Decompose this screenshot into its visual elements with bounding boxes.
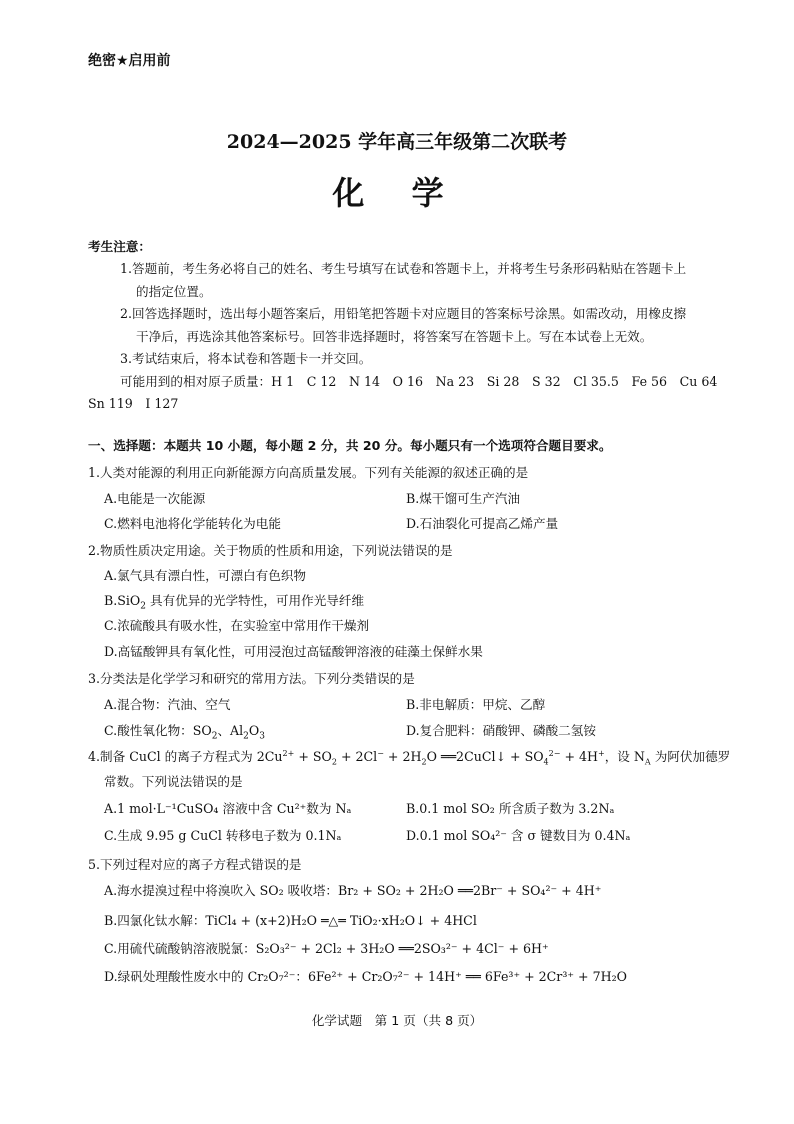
question-stem: 1.人类对能源的利用正向新能源方向高质量发展。下列有关能源的叙述正确的是 xyxy=(88,465,529,480)
stem-text: ，设 N xyxy=(604,749,645,764)
option-a: A.1 mol·L⁻¹CuSO₄ 溶液中含 Cu²⁺数为 Nₐ xyxy=(104,801,352,816)
notice-item: 2.回答选择题时，选出每小题答案后，用铅笔把答题卡对应题目的答案标号涂黑。如需改动，用橡皮擦 xyxy=(120,306,687,321)
subscript: 3 xyxy=(259,731,265,742)
secret-tag: 绝密★启用前 xyxy=(88,53,171,69)
option-d: D.绿矾处理酸性废水中的 Cr₂O₇²⁻：6Fe²⁺ + Cr₂O₇²⁻ + 14H⁺ ══ 6Fe³⁺ + 2Cr³⁺ + 7H₂O xyxy=(104,969,627,984)
option-a: A.氯气具有漂白性，可漂白有色织物 xyxy=(104,568,307,583)
subscript: 2 xyxy=(331,757,337,767)
option-a: A.海水提溴过程中将溴吹入 SO₂ 吸收塔：Br₂ + SO₂ + 2H₂O ══2Br⁻ + SO₄²⁻ + 4H⁺ xyxy=(104,883,602,898)
option-c: C.生成 9.95 g CuCl 转移电子数为 0.1Nₐ xyxy=(104,828,342,843)
option-d: D.0.1 mol SO₄²⁻ 含 σ 键数目为 0.4Nₐ xyxy=(406,828,631,843)
subscript: A xyxy=(644,757,651,767)
option-d: D.复合肥料：硝酸钾、磷酸二氢铵 xyxy=(406,723,596,738)
notice-item: 1.答题前，考生务必将自己的姓名、考生号填写在试卷和答题卡上，并将考生号条形码粘贴在答题卡上 xyxy=(120,261,687,276)
option-b: B.0.1 mol SO₂ 所含质子数为 3.2Nₐ xyxy=(406,801,615,816)
option-c: C.用硫代硫酸钠溶液脱氯：S₂O₃²⁻ + 2Cl₂ + 3H₂O ══2SO₃²⁻ + 4Cl⁻ + 6H⁺ xyxy=(104,941,549,956)
option-d: D.石油裂化可提高乙烯产量 xyxy=(406,516,559,531)
option-a: A.电能是一次能源 xyxy=(104,491,206,506)
subscript: 2 xyxy=(421,757,427,767)
exam-title: 2024—2025 学年高三年级第二次联考 xyxy=(226,131,568,153)
stem-text: + 4H xyxy=(560,749,598,764)
superscript: − xyxy=(377,748,384,758)
stem-text: 为阿伏加德罗 xyxy=(650,749,731,764)
option-c-text: C.酸性氧化物：SO xyxy=(104,723,212,738)
question-stem: 3.分类法是化学学习和研究的常用方法。下列分类错误的是 xyxy=(88,671,415,686)
option-b xyxy=(104,590,364,612)
subscript: 4 xyxy=(543,757,549,767)
option-c: C.燃料电池将化学能转化为电能 xyxy=(104,516,281,531)
subscript: 2 xyxy=(211,731,218,742)
option-a: A.混合物：汽油、空气 xyxy=(104,697,231,712)
option-b: B.煤干馏可生产汽油 xyxy=(406,491,521,506)
atomic-mass-line: 可能用到的相对原子质量：H 1 C 12 N 14 O 16 Na 23 Si 28 S 32 Cl 35.5 Fe 56 Cu 64 xyxy=(120,374,718,389)
superscript: 2+ xyxy=(282,748,295,758)
stem-text: O ══2CuCl↓ + SO xyxy=(426,749,544,764)
subscript: 2 xyxy=(243,731,249,742)
option-b: B.四氯化钛水解：TiCl₄ + (x+2)H₂O ═△═ TiO₂·xH₂O↓ + 4HCl xyxy=(104,913,477,928)
question-stem: 2.物质性质决定用途。关于物质的性质和用途，下列说法错误的是 xyxy=(88,543,453,558)
option-d: D.高锰酸钾具有氧化性，可用浸泡过高锰酸钾溶液的硅藻土保鲜水果 xyxy=(104,644,483,659)
stem-text: + SO xyxy=(294,749,332,764)
option-c-text: 、Al xyxy=(217,723,244,738)
notice-item: 3.考试结束后，将本试卷和答题卡一并交回。 xyxy=(120,351,372,366)
section-heading: 一、选择题：本题共 10 小题，每小题 2 分，共 20 分。每小题只有一个选项符合题目要求。 xyxy=(88,438,612,453)
option-c xyxy=(104,720,265,742)
superscript: + xyxy=(598,748,605,758)
stem-text: + 2Cl xyxy=(336,749,378,764)
atomic-mass-line: Sn 119 I 127 xyxy=(88,396,179,411)
superscript: 2− xyxy=(548,748,561,758)
question-stem xyxy=(88,746,730,767)
option-b: B.非电解质：甲烷、乙醇 xyxy=(406,697,546,712)
question-stem: 5.下列过程对应的离子方程式错误的是 xyxy=(88,857,302,872)
option-c: C.浓硫酸具有吸水性，在实验室中常用作干燥剂 xyxy=(104,618,370,633)
option-c-text: O xyxy=(248,723,260,738)
stem-text: + 2H xyxy=(383,749,422,764)
option-b-text: 具有优异的光学特性，可用作光导纤维 xyxy=(145,593,365,608)
notice-heading: 考生注意： xyxy=(88,239,151,254)
subscript: 2 xyxy=(140,601,146,612)
page-footer: 化学试题 第 1 页（共 8 页） xyxy=(311,1013,483,1028)
option-b-text: B.SiO xyxy=(104,593,141,608)
stem-text: 4.制备 CuCl 的离子方程式为 2Cu xyxy=(88,749,283,764)
notice-item: 干净后，再选涂其他答案标号。回答非选择题时，将答案写在答题卡上。写在本试卷上无效。 xyxy=(136,329,653,344)
question-stem-cont: 常数。下列说法错误的是 xyxy=(104,774,243,789)
subject-title: 化 学 xyxy=(332,174,462,212)
notice-item: 的指定位置。 xyxy=(136,284,212,299)
